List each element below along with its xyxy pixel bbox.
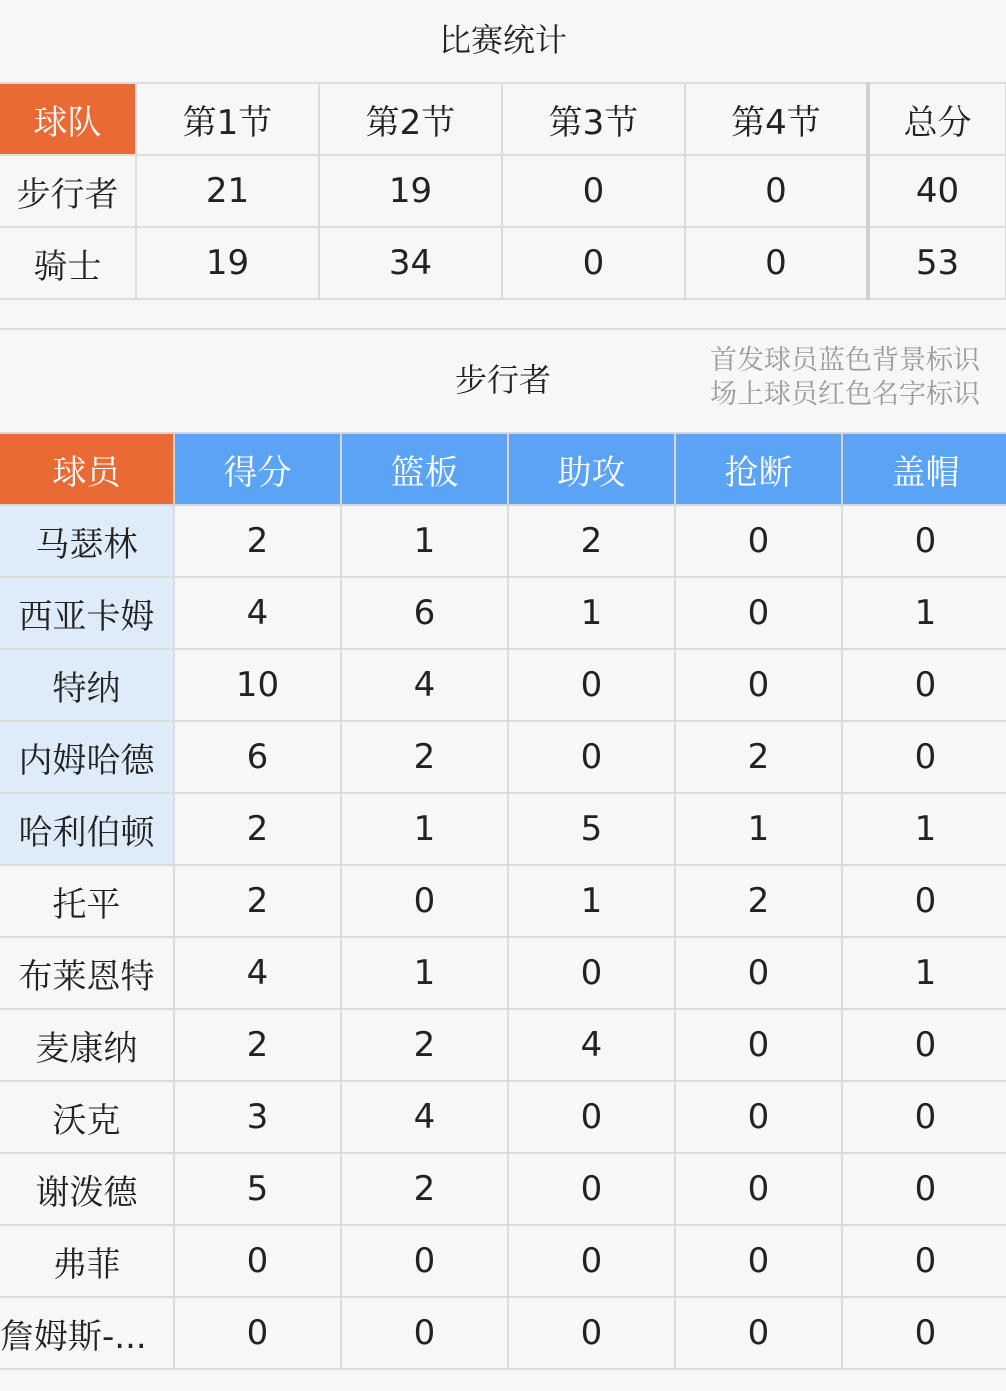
q3-score: 0 bbox=[502, 155, 685, 227]
player-row bbox=[0, 793, 1006, 865]
player-points: 2 bbox=[174, 1009, 341, 1081]
player-assists: 0 bbox=[508, 1081, 675, 1153]
player-column-header: 球员 bbox=[0, 433, 174, 505]
player-steals: 0 bbox=[675, 577, 842, 649]
legend-starter-note: 首发球员蓝色背景标识 bbox=[710, 345, 980, 376]
player-steals: 0 bbox=[675, 1081, 842, 1153]
player-assists: 0 bbox=[508, 1225, 675, 1297]
player-row bbox=[0, 505, 1006, 577]
player-name: 詹姆斯-... bbox=[0, 1297, 174, 1369]
player-rebounds: 0 bbox=[341, 1225, 508, 1297]
player-steals: 0 bbox=[675, 937, 842, 1009]
player-name: 内姆哈德 bbox=[0, 721, 174, 793]
total-score: 53 bbox=[868, 227, 1006, 299]
player-blocks: 0 bbox=[842, 721, 1006, 793]
player-rebounds: 2 bbox=[341, 1153, 508, 1225]
player-points: 3 bbox=[174, 1081, 341, 1153]
player-rebounds: 4 bbox=[341, 1081, 508, 1153]
summary-row bbox=[0, 227, 1006, 299]
player-steals: 0 bbox=[675, 1297, 842, 1369]
player-name: 马瑟林 bbox=[0, 505, 174, 577]
team-column-header: 球队 bbox=[0, 83, 136, 155]
player-name: 托平 bbox=[0, 865, 174, 937]
points-column-header: 得分 bbox=[174, 433, 341, 505]
player-points: 0 bbox=[174, 1297, 341, 1369]
player-row bbox=[0, 721, 1006, 793]
player-points: 5 bbox=[174, 1153, 341, 1225]
player-stats-table bbox=[0, 432, 1006, 1370]
steals-column-header: 抢断 bbox=[675, 433, 842, 505]
player-row bbox=[0, 865, 1006, 937]
player-blocks: 0 bbox=[842, 649, 1006, 721]
player-steals: 0 bbox=[675, 1225, 842, 1297]
player-rebounds: 6 bbox=[341, 577, 508, 649]
summary-header-row bbox=[0, 83, 1006, 155]
player-assists: 1 bbox=[508, 865, 675, 937]
player-blocks: 0 bbox=[842, 505, 1006, 577]
player-blocks: 1 bbox=[842, 937, 1006, 1009]
player-row bbox=[0, 1009, 1006, 1081]
q3-column-header: 第3节 bbox=[502, 83, 685, 155]
player-blocks: 0 bbox=[842, 865, 1006, 937]
q2-score: 34 bbox=[319, 227, 502, 299]
player-steals: 0 bbox=[675, 1153, 842, 1225]
player-blocks: 1 bbox=[842, 793, 1006, 865]
rebounds-column-header: 篮板 bbox=[341, 433, 508, 505]
player-row bbox=[0, 1297, 1006, 1369]
player-assists: 0 bbox=[508, 937, 675, 1009]
player-assists: 4 bbox=[508, 1009, 675, 1081]
player-row bbox=[0, 937, 1006, 1009]
player-points: 10 bbox=[174, 649, 341, 721]
player-name: 谢泼德 bbox=[0, 1153, 174, 1225]
player-rebounds: 0 bbox=[341, 865, 508, 937]
player-row bbox=[0, 649, 1006, 721]
player-steals: 2 bbox=[675, 865, 842, 937]
player-rebounds: 1 bbox=[341, 937, 508, 1009]
player-name: 西亚卡姆 bbox=[0, 577, 174, 649]
player-blocks: 0 bbox=[842, 1153, 1006, 1225]
player-points: 6 bbox=[174, 721, 341, 793]
player-header-row bbox=[0, 433, 1006, 505]
player-name: 哈利伯顿 bbox=[0, 793, 174, 865]
q2-column-header: 第2节 bbox=[319, 83, 502, 155]
player-assists: 2 bbox=[508, 505, 675, 577]
player-steals: 0 bbox=[675, 1009, 842, 1081]
player-rebounds: 0 bbox=[341, 1297, 508, 1369]
q1-score: 21 bbox=[136, 155, 319, 227]
player-row bbox=[0, 1225, 1006, 1297]
player-name: 弗菲 bbox=[0, 1225, 174, 1297]
player-points: 2 bbox=[174, 865, 341, 937]
player-assists: 5 bbox=[508, 793, 675, 865]
player-points: 2 bbox=[174, 793, 341, 865]
player-points: 4 bbox=[174, 577, 341, 649]
legend-oncourt-note: 场上球员红色名字标识 bbox=[710, 379, 980, 410]
player-points: 0 bbox=[174, 1225, 341, 1297]
player-rebounds: 2 bbox=[341, 721, 508, 793]
player-rebounds: 4 bbox=[341, 649, 508, 721]
q4-score: 0 bbox=[685, 227, 868, 299]
player-assists: 0 bbox=[508, 1153, 675, 1225]
assists-column-header: 助攻 bbox=[508, 433, 675, 505]
player-row bbox=[0, 1153, 1006, 1225]
section-divider bbox=[0, 328, 1006, 330]
player-blocks: 0 bbox=[842, 1297, 1006, 1369]
player-points: 4 bbox=[174, 937, 341, 1009]
total-column-header: 总分 bbox=[868, 83, 1006, 155]
player-assists: 0 bbox=[508, 649, 675, 721]
summary-row bbox=[0, 155, 1006, 227]
player-blocks: 0 bbox=[842, 1009, 1006, 1081]
team-stats-title: 步行者 bbox=[454, 361, 551, 399]
player-steals: 0 bbox=[675, 505, 842, 577]
player-blocks: 0 bbox=[842, 1225, 1006, 1297]
player-rebounds: 1 bbox=[341, 505, 508, 577]
team-name: 步行者 bbox=[0, 155, 136, 227]
total-score: 40 bbox=[868, 155, 1006, 227]
q4-score: 0 bbox=[685, 155, 868, 227]
player-name: 特纳 bbox=[0, 649, 174, 721]
summary-title: 比赛统计 bbox=[438, 21, 567, 59]
player-rebounds: 1 bbox=[341, 793, 508, 865]
player-name: 沃克 bbox=[0, 1081, 174, 1153]
q1-score: 19 bbox=[136, 227, 319, 299]
player-rebounds: 2 bbox=[341, 1009, 508, 1081]
player-assists: 0 bbox=[508, 721, 675, 793]
q2-score: 19 bbox=[319, 155, 502, 227]
player-assists: 0 bbox=[508, 1297, 675, 1369]
player-row bbox=[0, 1081, 1006, 1153]
player-blocks: 1 bbox=[842, 577, 1006, 649]
player-assists: 1 bbox=[508, 577, 675, 649]
player-steals: 2 bbox=[675, 721, 842, 793]
player-points: 2 bbox=[174, 505, 341, 577]
score-summary-table bbox=[0, 82, 1006, 300]
q1-column-header: 第1节 bbox=[136, 83, 319, 155]
player-steals: 1 bbox=[675, 793, 842, 865]
blocks-column-header: 盖帽 bbox=[842, 433, 1006, 505]
player-blocks: 0 bbox=[842, 1081, 1006, 1153]
legend-note bbox=[710, 344, 980, 412]
q4-column-header: 第4节 bbox=[685, 83, 868, 155]
player-name: 麦康纳 bbox=[0, 1009, 174, 1081]
team-name: 骑士 bbox=[0, 227, 136, 299]
player-steals: 0 bbox=[675, 649, 842, 721]
q3-score: 0 bbox=[502, 227, 685, 299]
player-name: 布莱恩特 bbox=[0, 937, 174, 1009]
player-row bbox=[0, 577, 1006, 649]
